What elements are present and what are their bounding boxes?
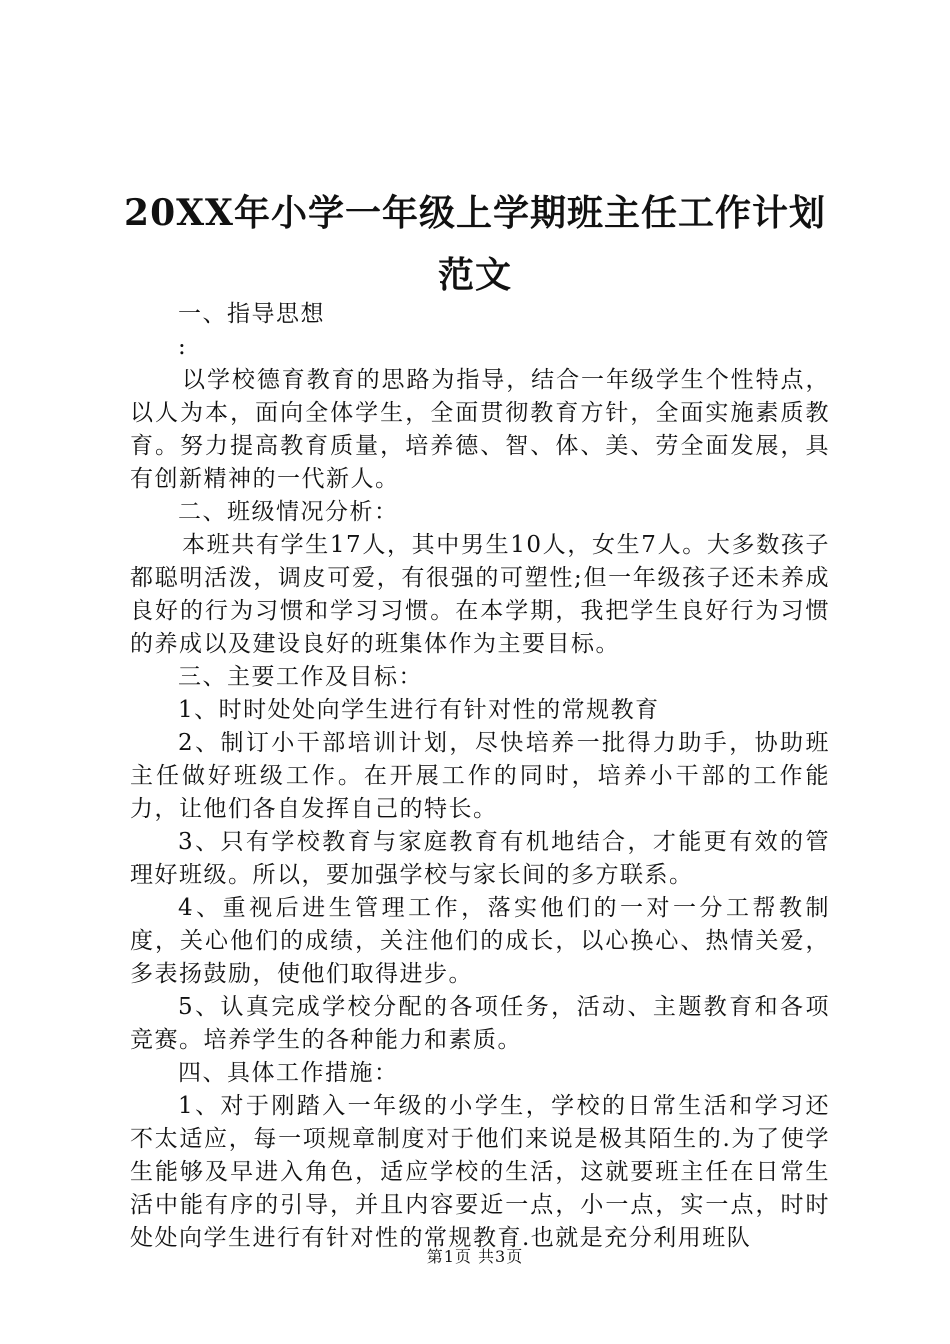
colon-line: :: [178, 334, 188, 360]
paragraph-guiding-ideology: 以学校德育教育的思路为指导，结合一年级学生个性特点，以人为本，面向全体学生，全面贯彻教育方针，全面实施素质教育。努力提高教育质量，培养德、智、体、美、劳全面发展，具有创新精神的一代新人。: [130, 367, 830, 492]
section-heading-class-analysis: 二、班级情况分析：: [178, 499, 399, 525]
goal-item-4: 4、重视后进生管理工作，落实他们的一对一分工帮教制度，关心他们的成绩，关注他们的成长，以心换心、热情关爱，多表扬鼓励，使他们取得进步。: [130, 895, 830, 987]
section-heading-main-goals: 三、主要工作及目标：: [178, 664, 423, 690]
document-title: 20XX年小学一年级上学期班主任工作计划范文: [124, 192, 826, 296]
goal-item-3: 3、只有学校教育与家庭教育有机地结合，才能更有效的管理好班级。所以，要加强学校与家长间的多方联系。: [130, 829, 830, 888]
section-heading-measures: 四、具体工作措施：: [178, 1060, 399, 1086]
goal-item-2: 2、制订小干部培训计划，尽快培养一批得力助手，协助班主任做好班级工作。在开展工作的同时，培养小干部的工作能力，让他们各自发挥自己的特长。: [130, 730, 830, 822]
page-footer: 第1页 共3页: [426, 1247, 524, 1266]
section-heading-guiding-ideology: 一、指导思想: [178, 301, 325, 327]
measure-item-1: 1、对于刚踏入一年级的小学生，学校的日常生活和学习还不太适应，每一项规章制度对于他们来说是极其陌生的.为了使学生能够及早进入角色，适应学校的生活，这就要班主任在日常生活中能有序的引导，并且内容要近一点，小一点，实一点，时时处处向学生进行有针对性的常规教育.也就是充分利用班队: [130, 1093, 830, 1251]
paragraph-class-analysis: 本班共有学生17人，其中男生10人，女生7人。大多数孩子都聪明活泼，调皮可爱，有很强的可塑性;但一年级孩子还未养成良好的行为习惯和学习习惯。在本学期，我把学生良好行为习惯的养成以及建设良好的班集体作为主要目标。: [130, 532, 830, 657]
document-body: [130, 298, 830, 1255]
goal-item-5: 5、认真完成学校分配的各项任务，活动、主题教育和各项竞赛。培养学生的各种能力和素质。: [130, 994, 830, 1053]
goal-item-1: 1、时时处处向学生进行有针对性的常规教育: [178, 697, 660, 723]
